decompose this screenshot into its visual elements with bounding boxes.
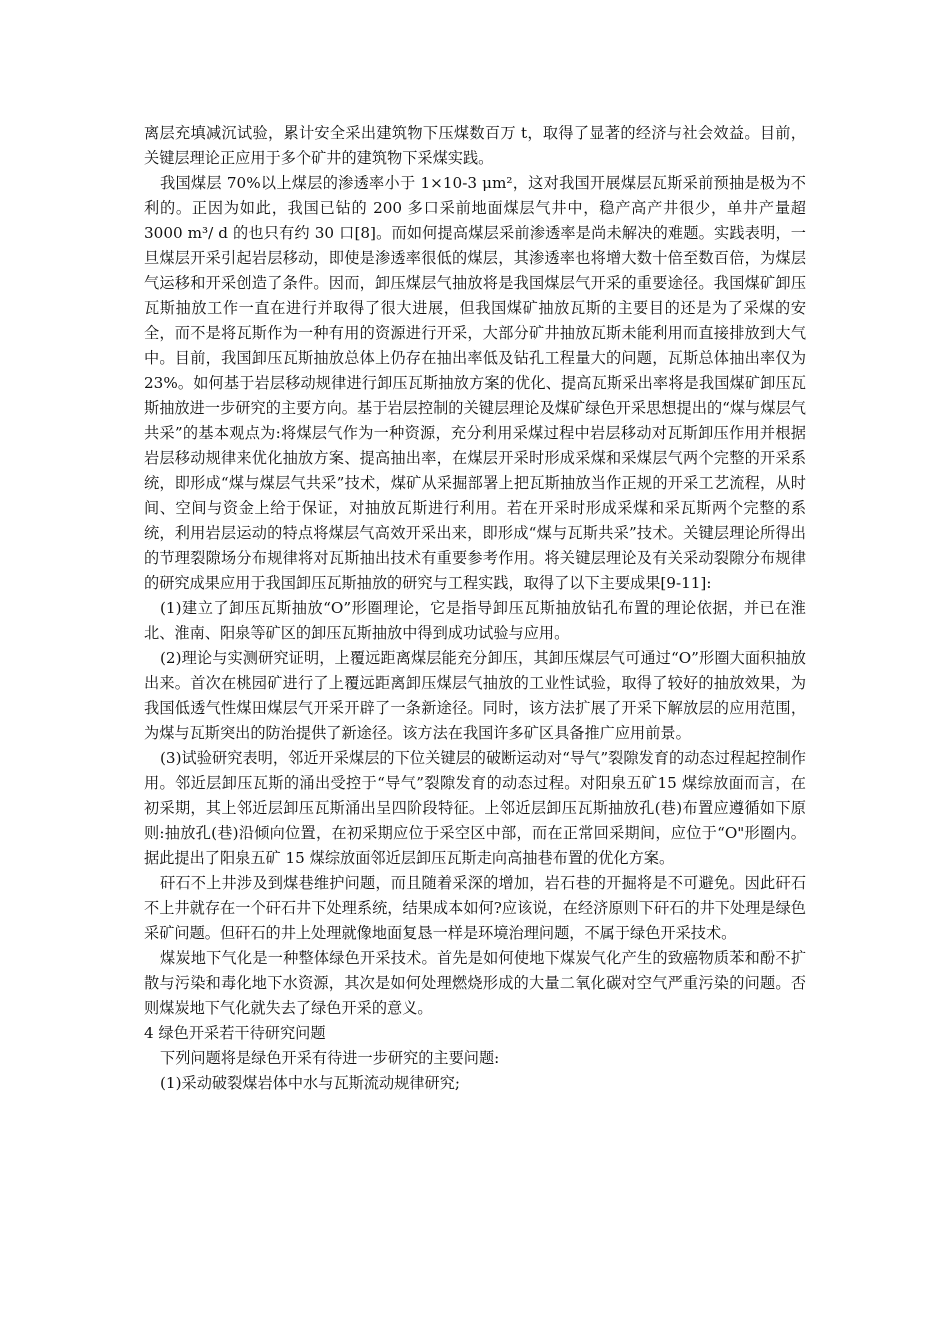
paragraph-intro-list: 下列问题将是绿色开采有待进一步研究的主要问题: xyxy=(160,1049,500,1067)
section-heading: 4 绿色开采若干待研究问题 xyxy=(144,1024,326,1042)
paragraph-gas-extraction: 我国煤层 70%以上煤层的渗透率小于 1×10-3 μm²，这对我国开展煤层瓦斯采前预抽是极为不利的。正因为如此，我国已钻的 200 多口采前地面煤层气井中，稳产高产井很少，单井产量超 3000 m³/ d 的也只有约 30 口[8]。而如何提高煤层采前渗透率是尚未解决的难题。实践表明，一旦煤层开采引起岩层移动，即使是渗透率很低的煤层，其渗透率也将增大数十倍至数百倍，为煤层气运移和开采创造了条件。因而，卸压煤层气抽放将是我国煤层气开采的重要途径。我国煤矿卸压瓦斯抽放工作一直在进行并取得了很大进展，但我国煤矿抽放瓦斯的主要目的还是为了采煤的安全，而不是将瓦斯作为一种有用的资源进行开采，大部分矿井抽放瓦斯未能利用而直接排放到大气中。目前，我国卸压瓦斯抽放总体上仍存在抽出率低及钻孔工程量大的问题，瓦斯总体抽出率仅为 23%。如何基于岩层移动规律进行卸压瓦斯抽放方案的优化、提高瓦斯采出率将是我国煤矿卸压瓦斯抽放进一步研究的主要方向。基于岩层控制的关键层理论及煤矿绿色开采思想提出的“煤与煤层气共采”的基本观点为:将煤层气作为一种资源，充分利用采煤过程中岩层移动对瓦斯卸压作用并根据岩层移动规律来优化抽放方案、提高抽出率，在煤层开采时形成采煤和采煤层气两个完整的开采系统，即形成“煤与煤层气共采”技术，煤矿从采掘部署上把瓦斯抽放当作正规的开采工艺流程，从时间、空间与资金上给于保证，对抽放瓦斯进行利用。若在开采时形成采煤和采瓦斯两个完整的系统，利用岩层运动的特点将煤层气高效开采出来，即形成“煤与瓦斯共采”技术。关键层理论所得出的节理裂隙场分布规律将对瓦斯抽出技术有重要参考作用。将关键层理论及有关采动裂隙分布规律的研究成果应用于我国卸压瓦斯抽放的研究与工程实践，取得了以下主要成果[9-11]: xyxy=(144,174,806,592)
paragraph-result-1: (1)建立了卸压瓦斯抽放“O”形圈理论，它是指导卸压瓦斯抽放钻孔布置的理论依据，并已在淮北、淮南、阳泉等矿区的卸压瓦斯抽放中得到成功试验与应用。 xyxy=(144,599,806,642)
paragraph-gasification: 煤炭地下气化是一种整体绿色开采技术。首先是如何使地下煤炭气化产生的致癌物质苯和酚不扩散与污染和毒化地下水资源，其次是如何处理燃烧形成的大量二氧化碳对空气严重污染的问题。否则煤炭地下气化就失去了绿色开采的意义。 xyxy=(144,949,806,1017)
document-body xyxy=(144,121,806,1096)
paragraph-result-3: (3)试验研究表明，邻近开采煤层的下位关键层的破断运动对“导气”裂隙发育的动态过程起控制作用。邻近层卸压瓦斯的涌出受控于“导气”裂隙发育的动态过程。对阳泉五矿15 煤综放面而言，在初采期，其上邻近层卸压瓦斯涌出呈四阶段特征。上邻近层卸压瓦斯抽放孔(巷)布置应遵循如下原则:抽放孔(巷)沿倾向位置，在初采期应位于采空区中部，而在正常回采期间，应位于“O"形圈内。据此提出了阳泉五矿 15 煤综放面邻近层卸压瓦斯走向高抽巷布置的优化方案。 xyxy=(144,749,806,867)
list-item-1: (1)采动破裂煤岩体中水与瓦斯流动规律研究; xyxy=(160,1074,461,1092)
paragraph-continuation: 离层充填减沉试验，累计安全采出建筑物下压煤数百万 t，取得了显著的经济与社会效益。目前，关键层理论正应用于多个矿井的建筑物下采煤实践。 xyxy=(144,124,806,167)
paragraph-gangue: 矸石不上井涉及到煤巷维护问题，而且随着采深的增加，岩石巷的开掘将是不可避免。因此矸石不上井就存在一个矸石井下处理系统，结果成本如何?应该说，在经济原则下矸石的井下处理是绿色采矿问题。但矸石的井上处理就像地面复恳一样是环境治理问题，不属于绿色开采技术。 xyxy=(144,874,806,942)
paragraph-result-2: (2)理论与实测研究证明，上覆远距离煤层能充分卸压，其卸压煤层气可通过“O”形圈大面积抽放出来。首次在桃园矿进行了上覆远距离卸压煤层气抽放的工业性试验，取得了较好的抽放效果，为我国低透气性煤田煤层气开采开辟了一条新途径。同时，该方法扩展了开采下解放层的应用范围，为煤与瓦斯突出的防治提供了新途径。该方法在我国许多矿区具备推广应用前景。 xyxy=(144,649,806,742)
